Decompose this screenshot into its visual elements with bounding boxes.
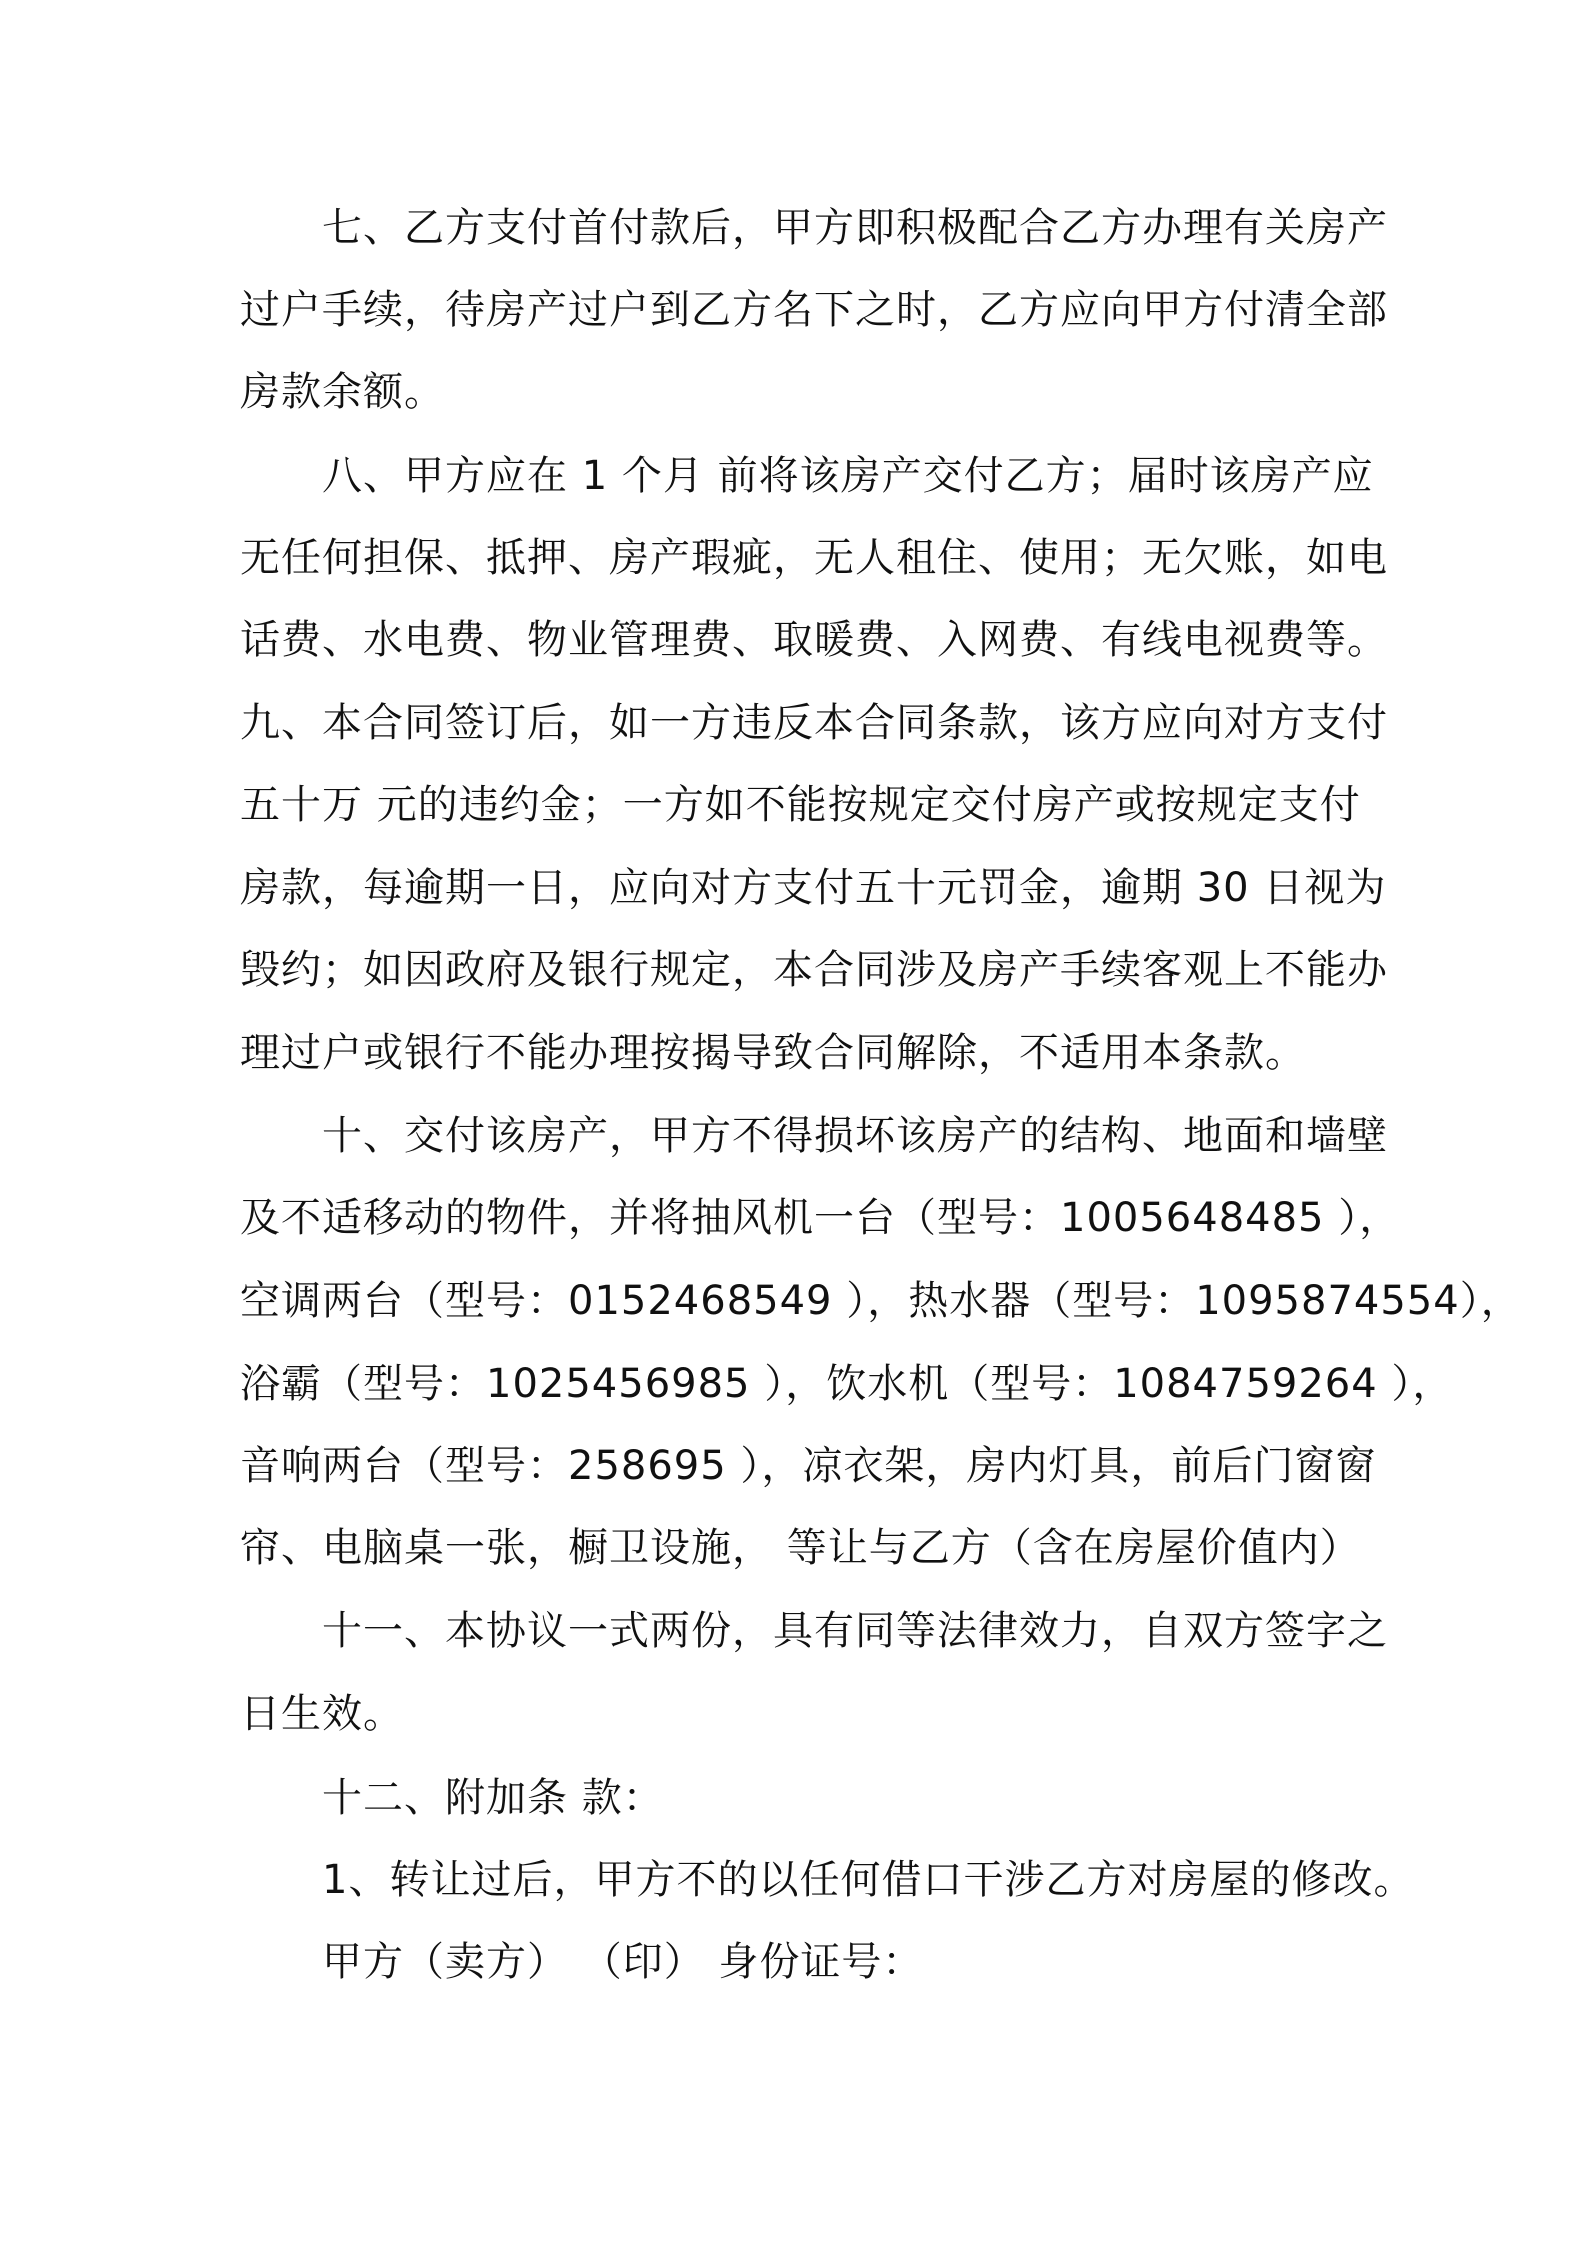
clause-8-line-3: 话费、水电费、物业管理费、取暖费、入网费、有线电视费等。	[240, 617, 1388, 663]
clause-9-line-2: 五十万 元的违约金；一方如不能按规定交付房产或按规定支付	[240, 782, 1361, 828]
clause-9-line-5: 理过户或银行不能办理按揭导致合同解除，不适用本条款。	[240, 1030, 1306, 1076]
clause-11-line-1: 十一、本协议一式两份，具有同等法律效力，自双方签字之	[322, 1608, 1388, 1654]
clause-12-heading: 十二、附加条 款：	[322, 1775, 664, 1821]
clause-7-line-1: 七、乙方支付首付款后，甲方即积极配合乙方办理有关房产	[322, 205, 1388, 251]
clause-10-line-5: 音响两台（型号：258695 ），凉衣架，房内灯具，前后门窗窗	[240, 1443, 1377, 1489]
clause-10-line-3: 空调两台（型号：0152468549 ），热水器（型号：1095874554），	[240, 1278, 1522, 1324]
clause-7-line-2: 过户手续，待房产过户到乙方名下之时，乙方应向甲方付清全部	[240, 287, 1388, 333]
clause-10-line-1: 十、交付该房产，甲方不得损坏该房产的结构、地面和墙壁	[322, 1113, 1388, 1159]
clause-10-line-6: 帘、电脑桌一张，橱卫设施， 等让与乙方（含在房屋价值内）	[240, 1525, 1361, 1571]
clause-8-line-2: 无任何担保、抵押、房产瑕疵，无人租住、使用；无欠账，如电	[240, 535, 1388, 581]
clause-7-line-3: 房款余额。	[240, 369, 445, 415]
clause-9-line-3: 房款，每逾期一日，应向对方支付五十元罚金，逾期 30 日视为	[240, 865, 1387, 911]
clause-11-line-2: 日生效。	[240, 1691, 404, 1737]
clause-12-item-1: 1、转让过后，甲方不的以任何借口干涉乙方对房屋的修改。	[322, 1857, 1415, 1903]
clause-10-line-4: 浴霸（型号：1025456985 ），饮水机（型号：1084759264 ），	[240, 1361, 1454, 1407]
signature-party-a: 甲方（卖方） （印） 身份证号：	[322, 1939, 924, 1985]
clause-10-line-2: 及不适移动的物件，并将抽风机一台（型号：1005648485 ），	[240, 1195, 1401, 1241]
clause-9-line-4: 毁约；如因政府及银行规定，本合同涉及房产手续客观上不能办	[240, 947, 1388, 993]
clause-9-line-1: 九、本合同签订后，如一方违反本合同条款，该方应向对方支付	[240, 700, 1388, 746]
clause-8-line-1: 八、甲方应在 1 个月 前将该房产交付乙方；届时该房产应	[322, 453, 1374, 499]
